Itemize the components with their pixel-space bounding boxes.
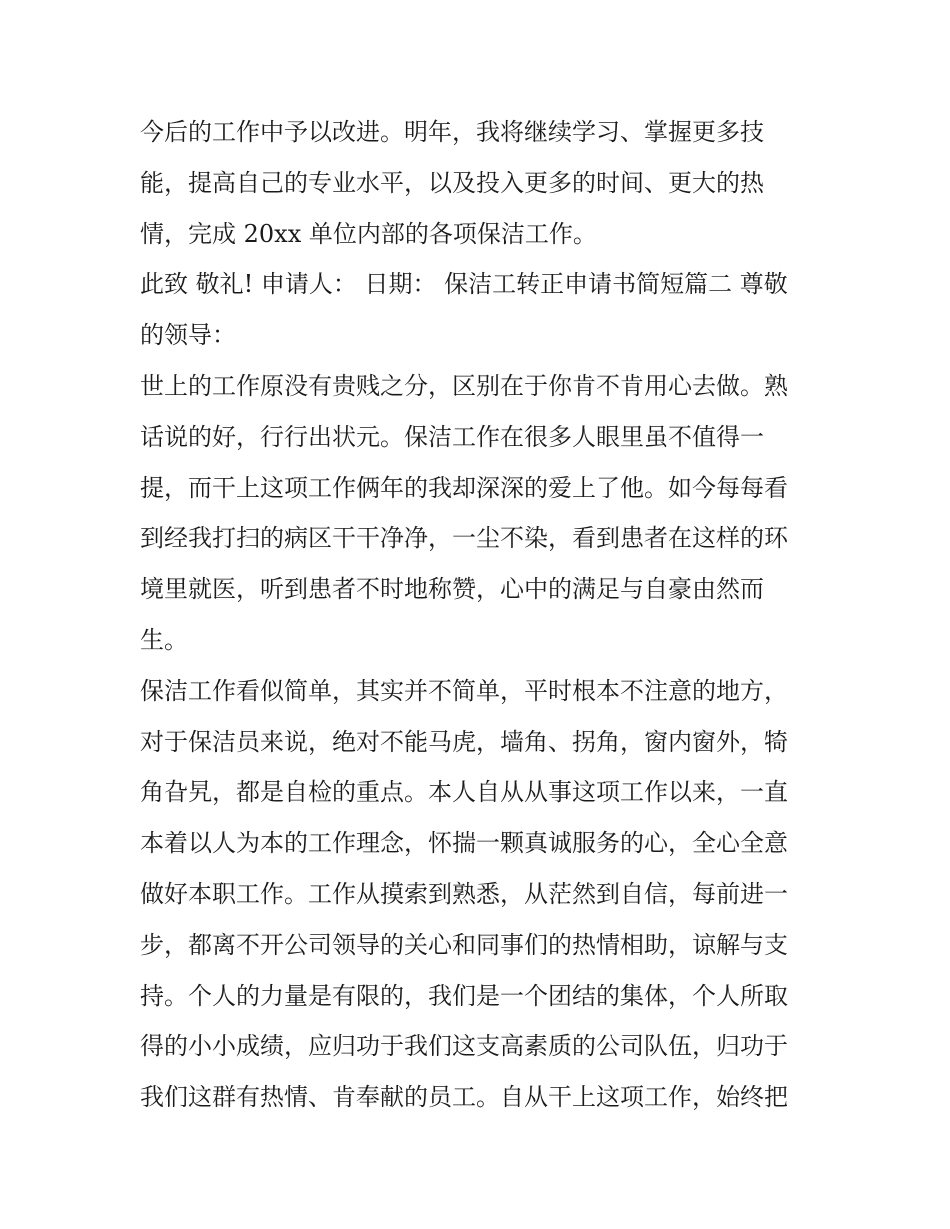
text-line: 本着以人为本的工作理念，怀揣一颗真诚服务的心，全心全意 — [140, 829, 788, 858]
text-line: 得的小小成绩，应归功于我们这支高素质的公司队伍，归功于 — [140, 1032, 788, 1061]
text-line: 世上的工作原没有贵贱之分，区别在于你肯不肯用心去做。熟 — [140, 371, 788, 400]
text-line: 对于保洁员来说，绝对不能马虎，墙角、拐角，窗内窗外，犄 — [140, 727, 788, 756]
text-line: 境里就医，听到患者不时地称赞，心中的满足与自豪由然而 — [140, 575, 764, 604]
text-line: 做好本职工作。工作从摸索到熟悉，从茫然到自信，每前进一 — [140, 879, 788, 908]
text-line: 我们这群有热情、肯奉献的员工。自从干上这项工作，始终把 — [140, 1083, 788, 1112]
text-line: 的领导： — [140, 321, 236, 350]
text-line: 保洁工作看似简单，其实并不简单，平时根本不注意的地方， — [140, 676, 788, 705]
document-body — [140, 107, 820, 1123]
text-line: 到经我打扫的病区干干净净，一尘不染，看到患者在这样的环 — [140, 524, 788, 553]
text-line: 能，提高自己的专业水平，以及投入更多的时间、更大的热 — [140, 168, 764, 197]
text-line: 今后的工作中予以改进。明年，我将继续学习、掌握更多技 — [140, 118, 764, 146]
text-line: 持。个人的力量是有限的，我们是一个团结的集体，个人所取 — [140, 981, 788, 1010]
text-line: 步，都离不开公司领导的关心和同事们的热情相助，谅解与支 — [140, 930, 788, 959]
text-line: 生。 — [140, 625, 188, 654]
text-line: 此致 敬礼! 申请人： 日期： 保洁工转正申请书简短篇二 尊敬 — [140, 270, 788, 299]
text-line: 提，而干上这项工作俩年的我却深深的爱上了他。如今每每看 — [140, 473, 788, 502]
text-line: 角旮旯，都是自检的重点。本人自从从事这项工作以来，一直 — [140, 778, 788, 807]
text-line: 情，完成 20xx 单位内部的各项保洁工作。 — [140, 219, 597, 248]
text-line: 话说的好，行行出状元。保洁工作在很多人眼里虽不值得一 — [140, 422, 764, 451]
